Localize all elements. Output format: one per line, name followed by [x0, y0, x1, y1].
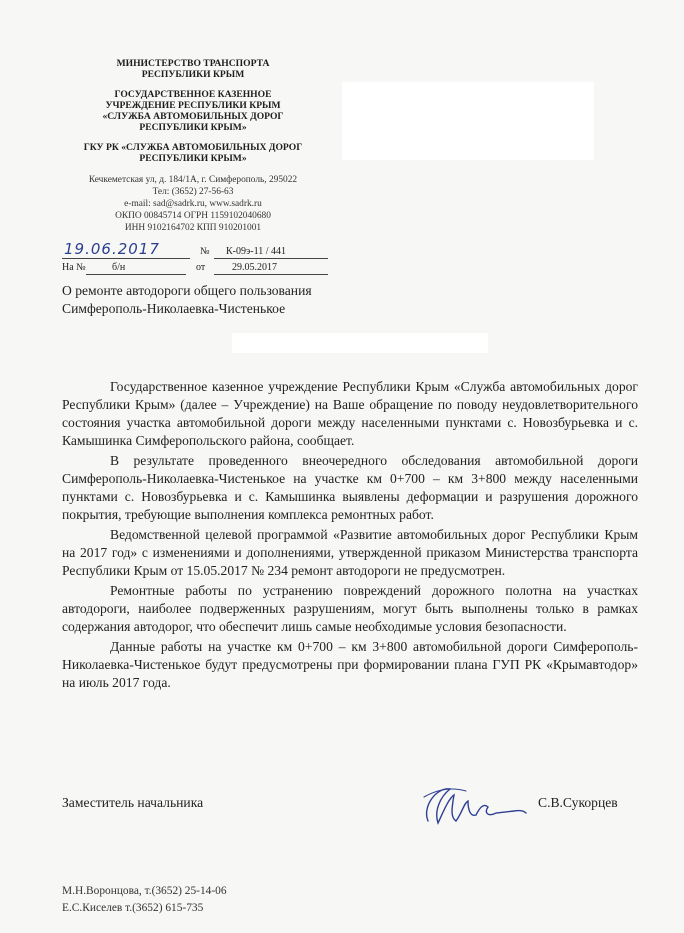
institution-short-name: ГКУ РК «СЛУЖБА АВТОМОБИЛЬНЫХ ДОРОГ РЕСПУБЛИКИ КРЫМ»: [83, 142, 303, 164]
signer-position: Заместитель начальника: [62, 795, 204, 810]
ref-label: На №: [62, 262, 86, 273]
signer-name: С.В.Сукорцев: [538, 795, 618, 810]
number-line: [214, 258, 328, 259]
letter-body: [62, 378, 638, 692]
ref-from-label: от: [196, 262, 206, 273]
body-paragraph: В результате проведенного внеочередного обследования автомобильной дороги Симферополь-Николаевка-Чистенькое на участке км 0+700 – км 3+800 между населенными пунктами с. Новозбурьевка и с. Камышинка выявлены деформации и разрушения дорожного покрытия, требующие выполнения комплекса ремонтных работ.: [62, 453, 638, 522]
handwritten-date: 19.06.2017: [64, 240, 160, 258]
body-paragraph: Государственное казенное учреждение Республики Крым «Служба автомобильных дорог Республики Крым» (далее – Учреждение) на Ваше обращение по поводу неудовлетворительного состояния участка автомобильной дороги между населенными пунктами с. Новозбурьевка и с. Камышинка Симферопольского района, сообщает.: [62, 379, 638, 448]
ref-number: б/н: [112, 262, 126, 273]
redacted-greeting: [232, 333, 488, 353]
ref-date-line: [214, 274, 328, 275]
contact-details: Кечкеметская ул, д. 184/1А, г. Симферополь, 295022 Тел: (3652) 27-56-63 e-mail: sad@sadrk.ru, www.sadrk.ru ОКПО 00845714 ОГРН 1159102040680 ИНН 9102164702 КПП 910201001: [88, 175, 298, 233]
institution-name: ГОСУДАРСТВЕННОЕ КАЗЕННОЕ УЧРЕЖДЕНИЕ РЕСПУБЛИКИ КРЫМ «СЛУЖБА АВТОМОБИЛЬНЫХ ДОРОГ РЕСПУБЛИКИ КРЫМ»: [102, 89, 284, 133]
body-paragraph: Ведомственной целевой программой «Развитие автомобильных дорог Республики Крым на 2017 год» с изменениями и дополнениями, утвержденной приказом Министерства транспорта Республики Крым от 15.05.2017 № 234 ремонт автодороги не предусмотрен.: [62, 527, 638, 578]
body-paragraph: Ремонтные работы по устранению повреждений дорожного полотна на участках автодороги, наиболее подверженных разрушениям, могут быть выполнены только в рамках содержания автодорог, что обеспечит лишь самые необходимые условия безопасности.: [62, 583, 638, 634]
number-label: №: [200, 246, 210, 257]
letter-subject: О ремонте автодороги общего пользования Симферополь-Николаевка-Чистенькое: [62, 283, 312, 316]
redacted-recipient: [342, 82, 594, 160]
date-line: [62, 258, 190, 259]
executors: М.Н.Воронцова, т.(3652) 25-14-06 Е.С.Киселев т.(3652) 615-735: [62, 885, 227, 914]
outgoing-number: К-09э-11 / 441: [226, 246, 287, 257]
ref-number-line: [86, 274, 186, 275]
handwritten-signature: [418, 777, 530, 833]
ministry-name: МИНИСТЕРСТВО ТРАНСПОРТА РЕСПУБЛИКИ КРЫМ: [116, 58, 270, 80]
ref-date: 29.05.2017: [232, 262, 277, 273]
body-paragraph: Данные работы на участке км 0+700 – км 3+800 автомобильной дороги Симферополь-Николаевка-Чистенькое будут предусмотрены при формировании плана ГУП РК «Крымавтодор» на июль 2017 года.: [62, 639, 638, 690]
